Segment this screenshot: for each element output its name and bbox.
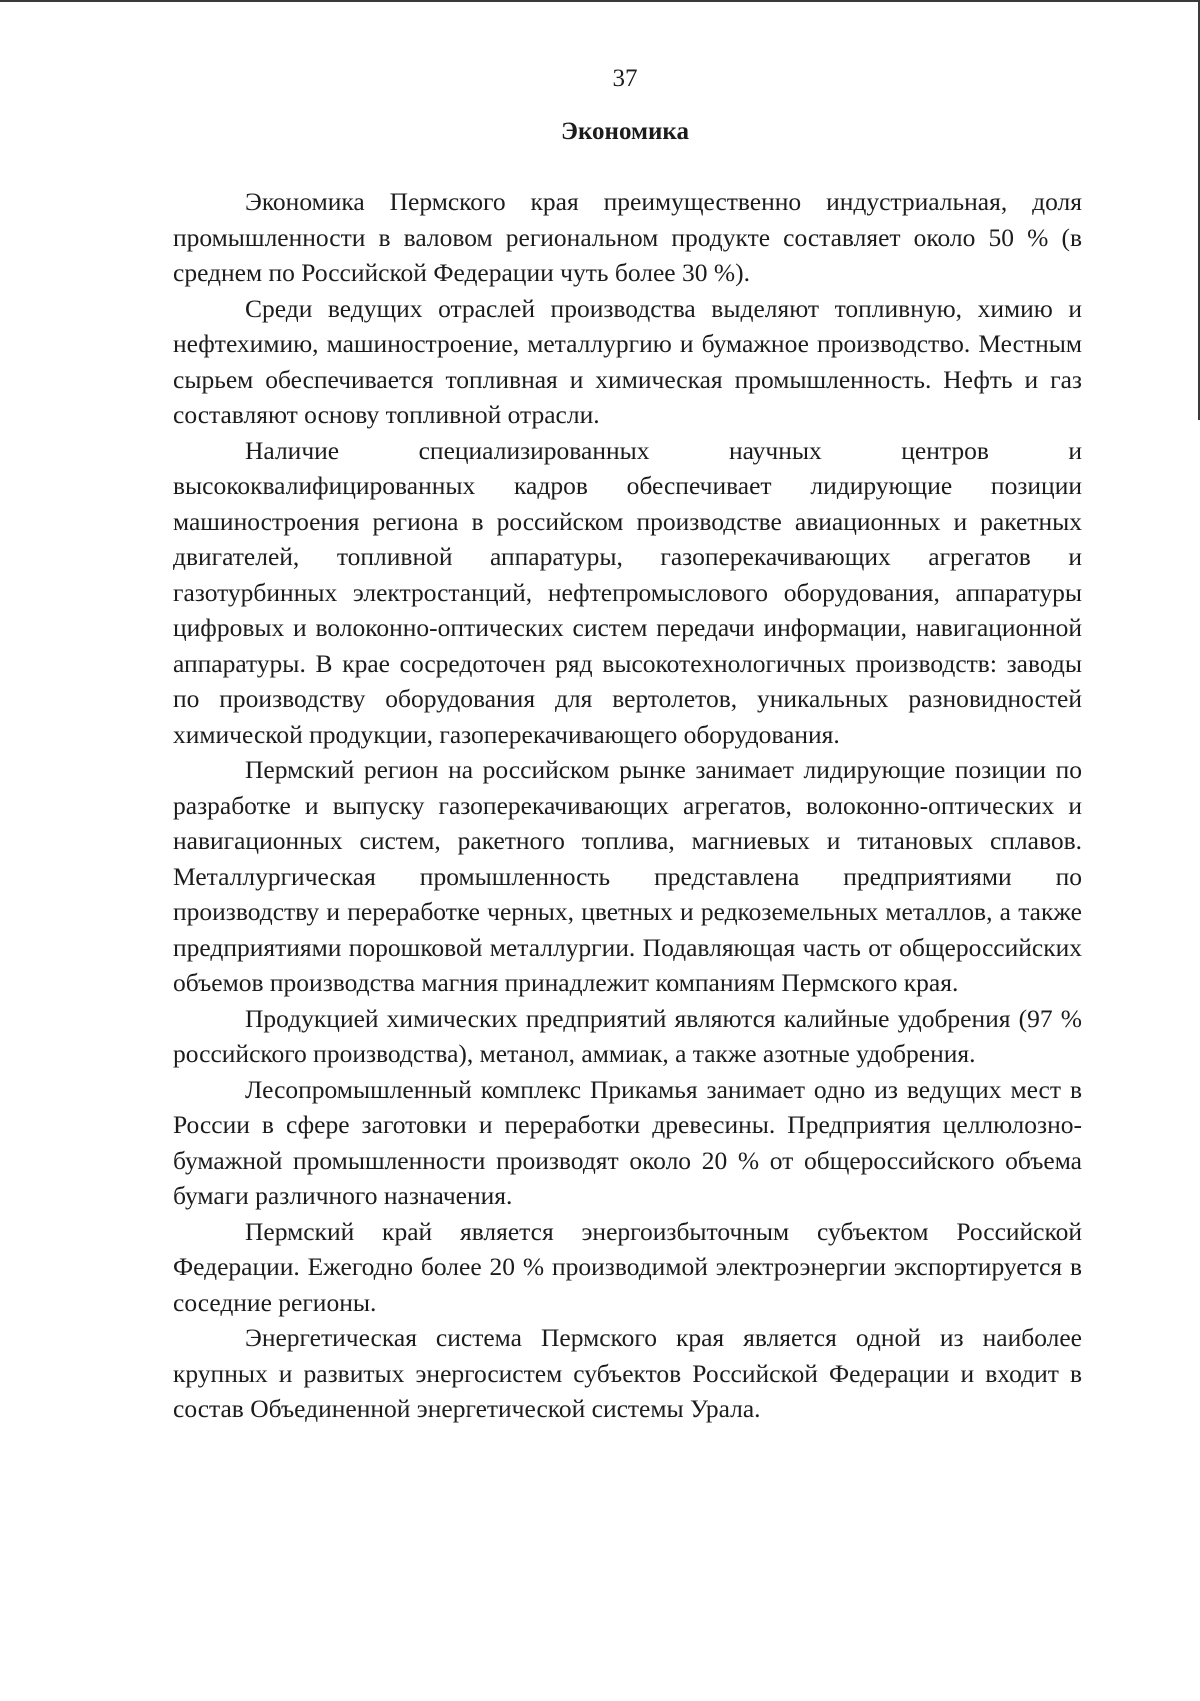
paragraph: Пермский регион на российском рынке занимает лидирующие позиции по разработке и выпуску газоперекачивающих агрегатов, волоконно-оптических и навигационных систем, ракетного топлива, магниевых и титановых сплавов. Металлургическая промышленность представлена предприятиями по производству и переработке черных, цветных и редкоземельных металлов, а также предприятиями порошковой металлургии. Подавляющая часть от общероссийских объемов производства магния принадлежит компаниям Пермского края.: [173, 755, 1082, 997]
paragraph: Пермский край является энергоизбыточным субъектом Российской Федерации. Ежегодно более 20 % производимой электроэнергии экспортируется в соседние регионы.: [173, 1216, 1082, 1317]
page-number: 37: [612, 65, 638, 92]
paragraph: Лесопромышленный комплекс Прикамья занимает одно из ведущих мест в России в сфере заготовки и переработки древесины. Предприятия целлюлозно-бумажной промышленности производят около 20 % от общероссийского объема бумаги различного назначения.: [173, 1074, 1082, 1210]
paragraph: Продукцией химических предприятий являются калийные удобрения (97 % российского производства), метанол, аммиак, а также азотные удобрения.: [173, 1003, 1082, 1068]
section-heading: Экономика: [561, 118, 689, 145]
paragraph: Среди ведущих отраслей производства выделяют топливную, химию и нефтехимию, машиностроение, металлургию и бумажное производство. Местным сырьем обеспечивается топливная и химическая промышленность. Нефть и газ составляют основу топливной отрасли.: [173, 293, 1082, 429]
paragraph: Экономика Пермского края преимущественно индустриальная, доля промышленности в валовом региональном продукте составляет около 50 % (в среднем по Российской Федерации чуть более 30 %).: [173, 187, 1082, 287]
paragraph: Наличие специализированных научных центров и высококвалифицированных кадров обеспечивает лидирующие позиции машиностроения региона в российском производстве авиационных и ракетных двигателей, топливной аппаратуры, газоперекачивающих агрегатов и газотурбинных электростанций, нефтепромыслового оборудования, аппаратуры цифровых и волоконно-оптических систем передачи информации, навигационной аппаратуры. В крае сосредоточен ряд высокотехнологичных производств: заводы по производству оборудования для вертолетов, уникальных разновидностей химической продукции, газоперекачивающего оборудования.: [173, 435, 1082, 749]
paragraph: Энергетическая система Пермского края является одной из наиболее крупных и развитых энергосистем субъектов Российской Федерации и входит в состав Объединенной энергетической системы Урала.: [173, 1323, 1082, 1423]
document-body: [173, 184, 1082, 1427]
scan-border-top: [0, 0, 1200, 2]
